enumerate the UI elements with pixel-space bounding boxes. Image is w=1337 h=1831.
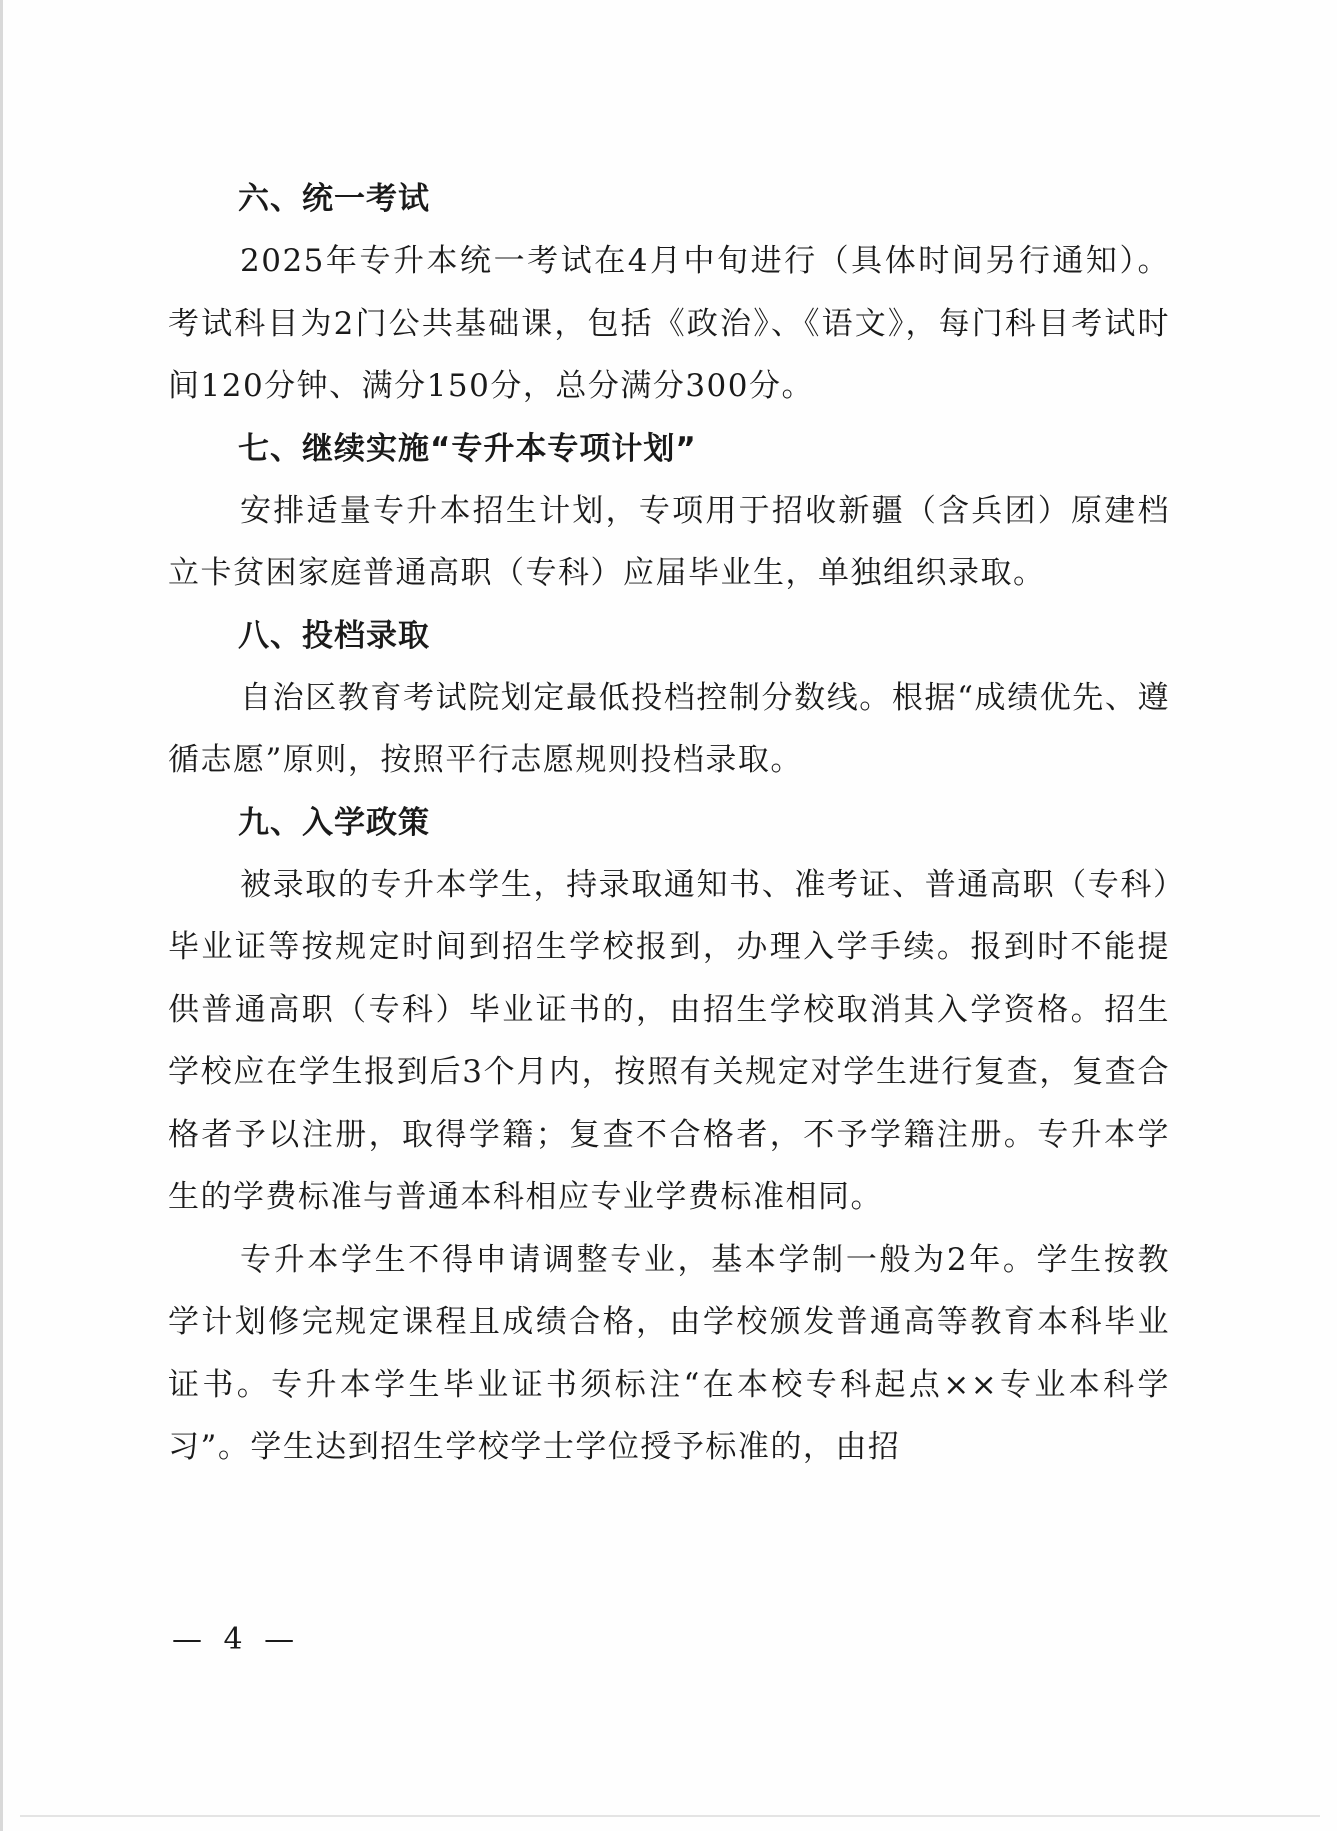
- section-heading: 八、投档录取: [238, 617, 430, 654]
- document-body: [168, 168, 1170, 1479]
- section-heading: 九、入学政策: [238, 804, 430, 841]
- section-unified-exam: [168, 168, 1170, 418]
- section-heading: 七、继续实施“专升本专项计划”: [238, 430, 697, 467]
- section-paragraph: 被录取的专升本学生，持录取通知书、准考证、普通高职（专科）毕业证等按规定时间到招生学校报到，办理入学手续。报到时不能提供普通高职（专科）毕业证书的，由招生学校取消其入学资格。招生学校应在学生报到后3个月内，按照有关规定对学生进行复查，复查合格者予以注册，取得学籍；复查不合格者，不予学籍注册。专升本学生的学费标准与普通本科相应专业学费标准相同。: [168, 866, 1170, 1215]
- section-special-plan: [168, 418, 1170, 605]
- section-paragraph: 安排适量专升本招生计划，专项用于招收新疆（含兵团）原建档立卡贫困家庭普通高职（专科）应届毕业生，单独组织录取。: [168, 492, 1170, 591]
- section-paragraph: 2025年专升本统一考试在4月中旬进行（具体时间另行通知）。考试科目为2门公共基础课，包括《政治》、《语文》，每门科目考试时间120分钟、满分150分，总分满分300分。: [168, 243, 1170, 404]
- page-number: — 4 —: [172, 1622, 301, 1657]
- page-bottom-edge: [20, 1815, 1320, 1817]
- section-paragraph: 专升本学生不得申请调整专业，基本学制一般为2年。学生按教学计划修完规定课程且成绩合格，由学校颁发普通高等教育本科毕业证书。专升本学生毕业证书须标注“在本校专科起点××专业本科学习”。学生达到招生学校学士学位授予标准的，由招: [168, 1241, 1170, 1465]
- section-admission: [168, 605, 1170, 792]
- section-heading: 六、统一考试: [238, 181, 430, 217]
- section-paragraph: 自治区教育考试院划定最低投档控制分数线。根据“成绩优先、遵循志愿”原则，按照平行志愿规则投档录取。: [168, 679, 1170, 778]
- page-left-edge: [0, 0, 3, 1831]
- section-enrollment-policy: [168, 792, 1170, 1479]
